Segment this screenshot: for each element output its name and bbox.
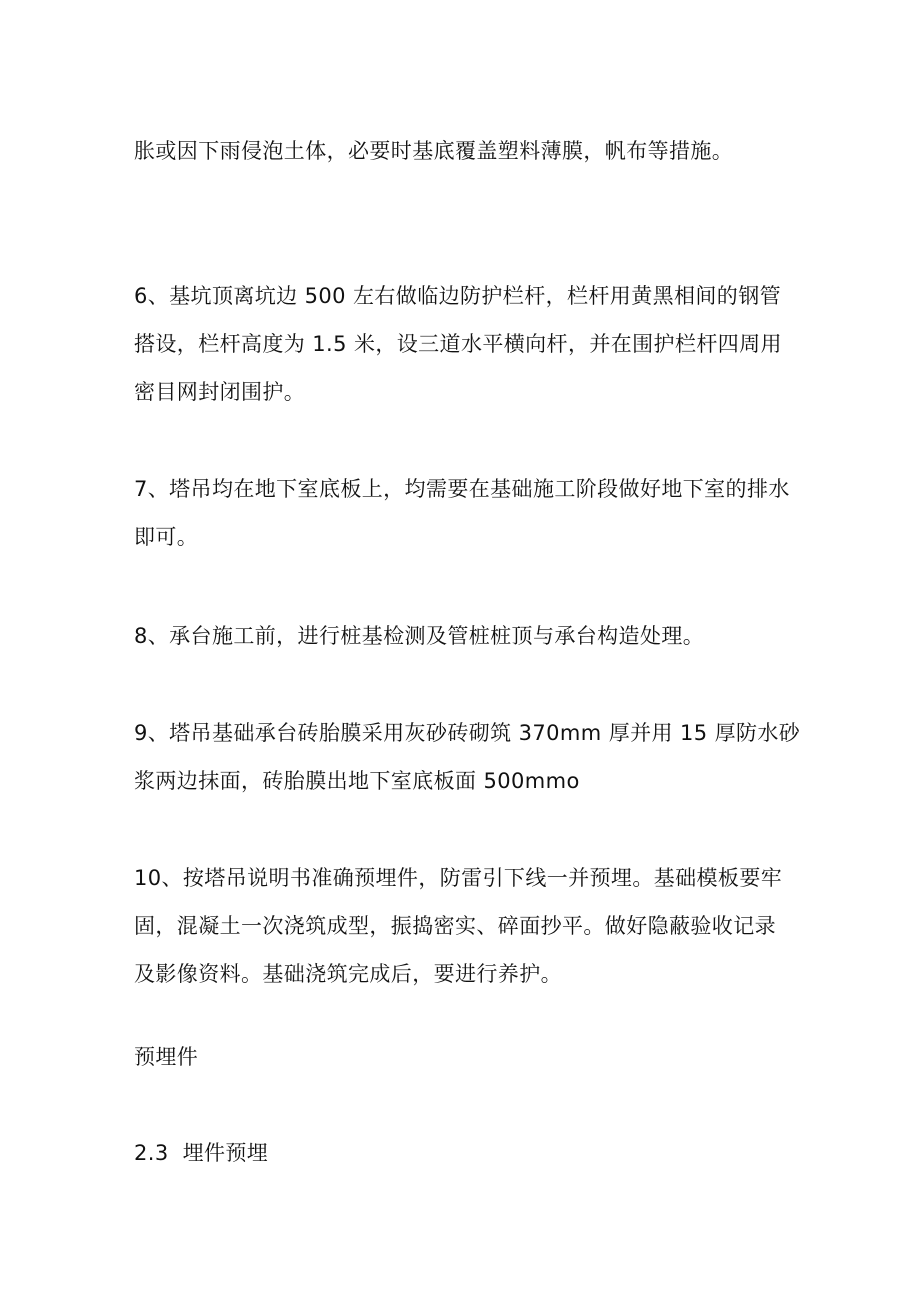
text-line: 预埋件 bbox=[134, 1045, 199, 1069]
text-line: 及影像资料。基础浇筑完成后，要进行养护。 bbox=[134, 962, 562, 986]
paragraph-item-6 bbox=[134, 272, 794, 416]
text-line: 即可。 bbox=[134, 525, 199, 549]
text-line: 6、基坑顶离坑边 500 左右做临边防护栏杆，栏杆用黄黑相间的钢管 bbox=[134, 284, 781, 308]
paragraph-item-10 bbox=[134, 854, 794, 998]
paragraph-item-7 bbox=[134, 465, 794, 561]
text-line: 7、塔吊均在地下室底板上，均需要在基础施工阶段做好地下室的排水 bbox=[134, 477, 790, 501]
text-line: 10、按塔吊说明书准确预埋件，防雷引下线一并预埋。基础模板要牢 bbox=[134, 866, 783, 890]
text-line: 胀或因下雨侵泡土体，必要时基底覆盖塑料薄膜，帆布等措施。 bbox=[134, 139, 734, 163]
section-title: 埋件预埋 bbox=[182, 1141, 269, 1165]
paragraph-embedded-parts bbox=[134, 1033, 794, 1081]
paragraph-item-9 bbox=[134, 709, 801, 805]
text-line: 浆两边抹面，砖胎膜出地下室底板面 500mmo bbox=[134, 769, 580, 793]
text-line: 8、承台施工前，进行桩基检测及管桩桩顶与承台构造处理。 bbox=[134, 624, 705, 648]
text-line: 密目网封闭围护。 bbox=[134, 380, 306, 404]
paragraph-continuation bbox=[134, 127, 794, 175]
text-line: 搭设，栏杆高度为 1.5 米，设三道水平横向杆，并在围护栏杆四周用 bbox=[134, 332, 782, 356]
section-heading bbox=[134, 1129, 794, 1177]
text-line: 9、塔吊基础承台砖胎膜采用灰砂砖砌筑 370mm 厚并用 15 厚防水砂 bbox=[134, 721, 801, 745]
section-heading-line bbox=[134, 1129, 794, 1177]
text-line: 固，混凝土一次浇筑成型，振捣密实、碎面抄平。做好隐蔽验收记录 bbox=[134, 914, 776, 938]
section-number: 2.3 bbox=[134, 1141, 169, 1165]
paragraph-item-8 bbox=[134, 612, 794, 660]
